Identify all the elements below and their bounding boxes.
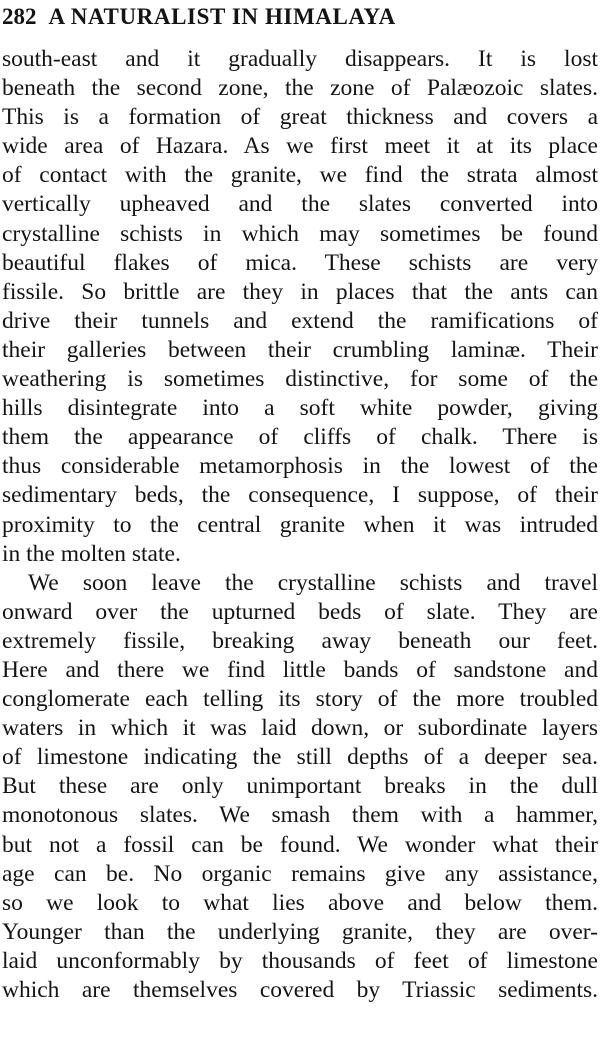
- text-line: thus considerable metamorphosis in the lowest of the: [2, 453, 598, 480]
- text-line: wide area of Hazara. As we first meet it at its place: [2, 133, 598, 160]
- running-head: [2, 2, 592, 32]
- text-line: south-east and it gradually disappears. It is lost: [2, 46, 598, 72]
- text-line: vertically upheaved and the slates converted into: [2, 191, 598, 218]
- text-line: conglomerate each telling its story of the more troubled: [2, 686, 598, 713]
- body-text: [2, 45, 598, 1005]
- text-line: monotonous slates. We smash them with a hammer,: [2, 802, 598, 829]
- text-line: proximity to the central granite when it was intruded: [2, 511, 598, 538]
- page-number: 282: [2, 4, 37, 29]
- text-line: But these are only unimportant breaks in the dull: [2, 773, 598, 800]
- text-line: beautiful flakes of mica. These schists are very: [2, 249, 598, 276]
- text-line: beneath the second zone, the zone of Palæozoic slates.: [2, 75, 598, 102]
- text-line: waters in which it was laid down, or subordinate layers: [2, 715, 598, 742]
- text-line: age can be. No organic remains give any assistance,: [2, 860, 598, 887]
- text-line: onward over the upturned beds of slate. They are: [2, 598, 598, 625]
- text-line: crystalline schists in which may sometimes be found: [2, 220, 598, 247]
- text-line: laid unconformably by thousands of feet of limestone: [2, 947, 598, 974]
- text-line: their galleries between their crumbling laminæ. Their: [2, 336, 598, 363]
- text-line: weathering is sometimes distinctive, for some of the: [2, 366, 598, 393]
- text-line: them the appearance of cliffs of chalk. There is: [2, 424, 598, 451]
- text-line: but not a fossil can be found. We wonder what their: [2, 831, 598, 858]
- paragraph-start-line: We soon leave the crystalline schists and travel: [28, 569, 598, 596]
- text-line: sedimentary beds, the consequence, I suppose, of their: [2, 482, 598, 509]
- text-line: Younger than the underlying granite, they are over-: [2, 918, 598, 945]
- book-title: A NATURALIST IN HIMALAYA: [48, 4, 396, 29]
- text-line: which are themselves covered by Triassic sediments.: [2, 977, 598, 1003]
- text-line: Here and there we find little bands of sandstone and: [2, 656, 598, 683]
- text-line: of limestone indicating the still depths of a deeper sea.: [2, 744, 598, 771]
- paragraph-end-line: in the molten state.: [2, 540, 181, 567]
- text-line: This is a formation of great thickness and covers a: [2, 104, 598, 131]
- text-line: extremely fissile, breaking away beneath our feet.: [2, 627, 598, 654]
- text-line: of contact with the granite, we find the strata almost: [2, 162, 598, 189]
- text-line: drive their tunnels and extend the ramifications of: [2, 307, 598, 334]
- text-line: hills disintegrate into a soft white powder, giving: [2, 395, 598, 422]
- book-page: [2, 0, 598, 1041]
- text-line: fissile. So brittle are they in places that the ants can: [2, 278, 598, 305]
- text-line: so we look to what lies above and below them.: [2, 889, 598, 916]
